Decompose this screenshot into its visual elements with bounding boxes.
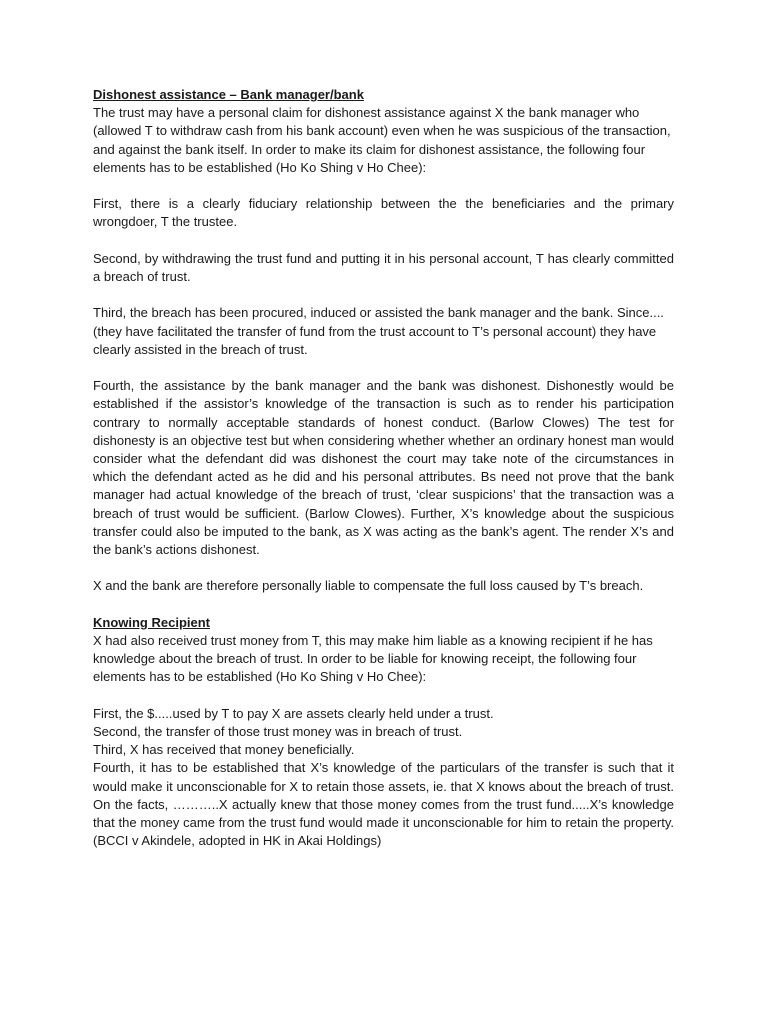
section-heading-knowing-recipient: Knowing Recipient (93, 614, 210, 630)
paragraph-first-element: First, there is a clearly fiduciary relationship between the the beneficiaries and the primary wrongdoer, T the trustee. (93, 196, 674, 230)
paragraph-fourth-element: Fourth, the assistance by the bank manager and the bank was dishonest. Dishonestly would be established if the assistor’s knowledge of the transaction is such as to render his participation contrary to normally acceptable standards of honest conduct. (Barlow Clowes) The test for dishonesty is an objective test but when considering whether whether an ordinary honest man would consider what the defendant did was dishonest the court may take note of the circumstances in which the defendant acted as he did and his personal attributes. Bs need not prove that the bank manager had actual knowledge of the breach of trust, ‘clear suspicions’ that the transaction was a breach of trust would be sufficient. (Barlow Clowes). Further, X’s knowledge about the suspicious transfer could also be imputed to the bank, as X was acting as the bank’s agent. The render X’s and the bank’s actions dishonest. (93, 378, 674, 558)
paragraph-conclusion: X and the bank are therefore personally liable to compensate the full loss caused by T’s breach. (93, 578, 644, 594)
paragraph-second-element: Second, by withdrawing the trust fund and putting it in his personal account, T has clearly committed a breach of trust. (93, 250, 674, 284)
paragraph-intro-knowing-recipient: X had also received trust money from T, this may make him liable as a knowing recipient if he has knowledge about the breach of trust. In order to be liable for knowing receipt, the following four elements has to be established (Ho Ko Shing v Ho Chee): (93, 633, 653, 685)
paragraph-intro-dishonest-assistance: The trust may have a personal claim for dishonest assistance against X the bank manager who (allowed T to withdraw cash from his bank account) even when he was suspicious of the transaction, and against the bank itself. In order to make its claim for dishonest assistance, the following four elements has to be established (Ho Ko Shing v Ho Chee): (93, 105, 671, 175)
document-page (93, 86, 674, 850)
paragraph-kr-third: Third, X has received that money beneficially. (93, 742, 355, 758)
paragraph-kr-fourth: Fourth, it has to be established that X’s knowledge of the particulars of the transfer is such that it would make it unconscionable for X to retain those assets, ie. that X knows about the breach of trust. On the facts, ………..X actually knew that those money comes from the trust fund.....X’s knowledge that the money came from the trust fund would made it unconscionable for him to retain the property. (BCCI v Akindele, adopted in HK in Akai Holdings) (93, 760, 674, 849)
paragraph-kr-first: First, the $.....used by T to pay X are assets clearly held under a trust. (93, 705, 494, 721)
paragraph-third-element: Third, the breach has been procured, induced or assisted the bank manager and the bank. Since....(they have facilitated the transfer of fund from the trust account to T’s personal account) they have clearly assisted in the breach of trust. (93, 305, 664, 357)
section-heading-dishonest-assistance: Dishonest assistance – Bank manager/bank (93, 87, 364, 102)
paragraph-kr-second: Second, the transfer of those trust money was in breach of trust. (93, 724, 463, 739)
